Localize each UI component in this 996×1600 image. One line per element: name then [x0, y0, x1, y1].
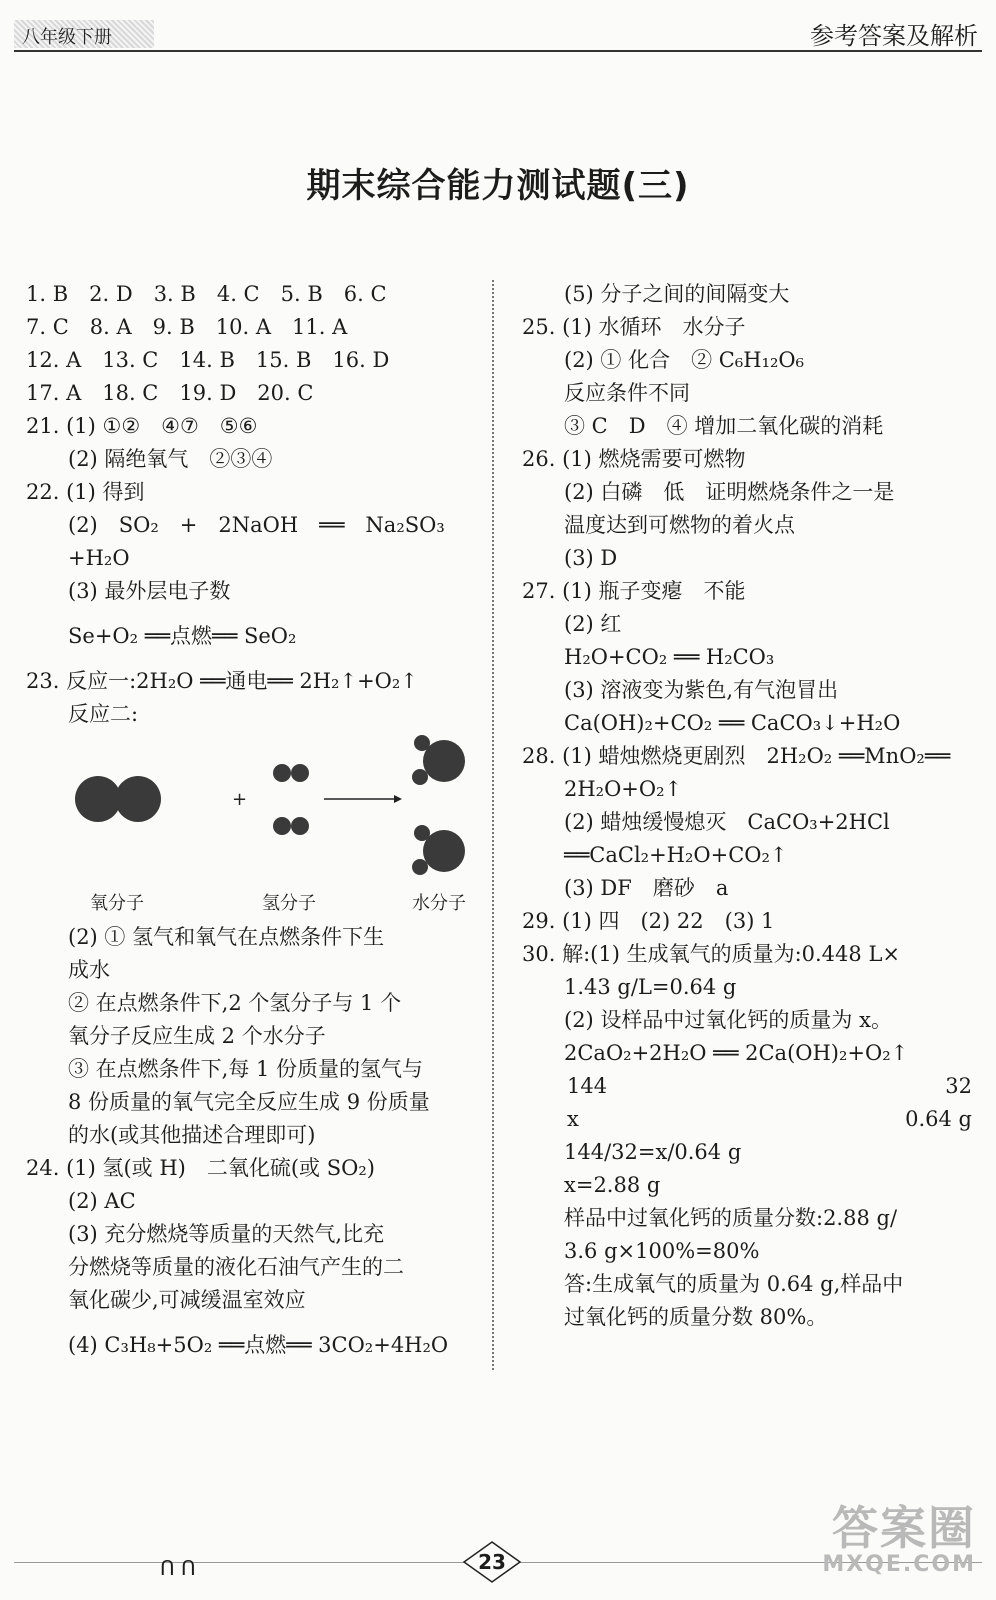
answer-line: (2) ① 氢气和氧气在点燃条件下生: [26, 925, 385, 949]
ratio-left: x: [567, 1107, 579, 1131]
answer-line: 温度达到可燃物的着火点: [522, 513, 795, 537]
equation-line: 2CaO₂+2H₂O ══ 2Ca(OH)₂+O₂↑: [522, 1041, 909, 1065]
answer-line: 成水: [26, 958, 110, 982]
answer-line: 7. C 8. A 9. B 10. A 11. A: [26, 315, 348, 339]
answer-line: 反应条件不同: [522, 381, 690, 405]
right-column: [522, 278, 972, 1334]
equation-line: ══CaCl₂+H₂O+CO₂↑: [522, 843, 788, 867]
answer-line: 1.43 g/L=0.64 g: [522, 975, 737, 999]
answer-line: ③ 在点燃条件下,每 1 份质量的氢气与: [26, 1057, 424, 1081]
answer-line: 反应二:: [26, 702, 139, 726]
hydrogen-atom: [291, 764, 309, 782]
grade-label-box: [14, 20, 154, 48]
oxygen-molecule-label: 氧分子: [90, 893, 144, 914]
plus-sign: +: [232, 789, 248, 810]
column-divider: [492, 280, 494, 1370]
answer-line: 29. (1) 四 (2) 22 (3) 1: [522, 909, 775, 933]
page-number-text: 23: [478, 1550, 506, 1574]
answer-line: 17. A 18. C 19. D 20. C: [26, 381, 314, 405]
hydrogen-atom: [273, 817, 291, 835]
answer-line: ② 在点燃条件下,2 个氢分子与 1 个: [26, 991, 402, 1015]
hydrogen-molecule-label: 氢分子: [262, 893, 316, 914]
hydrogen-atom: [412, 859, 428, 875]
page-title: 期末综合能力测试题(三): [306, 166, 690, 206]
watermark-url: MXQE.COM: [822, 1552, 976, 1577]
water-molecule-label: 水分子: [412, 893, 466, 914]
answer-line: 26. (1) 燃烧需要可燃物: [522, 447, 746, 471]
answer-line: (2) 隔绝氧气 ②③④: [26, 447, 273, 471]
answer-line: 8 份质量的氧气完全反应生成 9 份质量: [26, 1090, 430, 1114]
answer-line: (3) 充分燃烧等质量的天然气,比充: [26, 1222, 385, 1246]
arrow-head: [394, 795, 402, 803]
ratio-row: [522, 1070, 972, 1103]
answer-line: 24. (1) 氢(或 H) 二氧化硫(或 SO₂): [26, 1156, 375, 1180]
hydrogen-atom: [414, 735, 430, 751]
answer-line: +H₂O: [26, 546, 130, 570]
answer-line: (3) 最外层电子数: [26, 579, 231, 603]
answer-line: 过氧化钙的质量分数 80%。: [522, 1305, 828, 1329]
equation-line: H₂O+CO₂ ══ H₂CO₃: [522, 645, 775, 669]
oxygen-atom: [115, 776, 161, 822]
answer-line: (3) 溶液变为紫色,有气泡冒出: [522, 678, 839, 702]
header-rule: [14, 50, 982, 52]
equation-line: 2H₂O+O₂↑: [522, 777, 683, 801]
page-number: [462, 1540, 522, 1584]
answer-line: 的水(或其他描述合理即可): [26, 1123, 316, 1147]
answer-line: (2) 红: [522, 612, 622, 636]
oxygen-atom: [423, 740, 465, 782]
answer-line: (2) ① 化合 ② C₆H₁₂O₆: [522, 348, 805, 372]
grade-label: 八年级下册: [22, 27, 112, 48]
hydrogen-atom: [412, 769, 428, 785]
answer-line: 答:生成氧气的质量为 0.64 g,样品中: [522, 1272, 904, 1296]
answer-line: 3.6 g×100%=80%: [522, 1239, 760, 1263]
equation-line: 28. (1) 蜡烛燃烧更剧烈 2H₂O₂ ══MnO₂══: [522, 744, 951, 768]
answer-line: (2) SO₂ + 2NaOH ══ Na₂SO₃: [26, 513, 445, 537]
equation-line: Se+O₂ ══点燃══ SeO₂: [26, 624, 297, 648]
answer-line: 144/32=x/0.64 g: [522, 1140, 742, 1164]
answer-line: ③ C D ④ 增加二氧化碳的消耗: [522, 414, 884, 438]
hydrogen-atom: [414, 825, 430, 841]
answer-line: (2) AC: [26, 1189, 136, 1213]
answer-line: 样品中过氧化钙的质量分数:2.88 g/: [522, 1206, 898, 1230]
answer-line: (2) 设样品中过氧化钙的质量为 x。: [522, 1008, 892, 1032]
answer-line: 27. (1) 瓶子变瘪 不能: [522, 579, 746, 603]
equation-line: 23. 反应一:2H₂O ══通电══ 2H₂↑+O₂↑: [26, 669, 418, 693]
answer-line: 分燃烧等质量的液化石油气产生的二: [26, 1255, 404, 1279]
ratio-left: 144: [567, 1074, 608, 1098]
answer-line: (2) 白磷 低 证明燃烧条件之一是: [522, 480, 895, 504]
answer-line: 氧化碳少,可减缓温室效应: [26, 1288, 306, 1312]
answer-line: 30. 解:(1) 生成氧气的质量为:0.448 L×: [522, 942, 900, 966]
left-column: [26, 278, 476, 1362]
answer-line: (3) D: [522, 546, 618, 570]
answer-line: 1. B 2. D 3. B 4. C 5. B 6. C: [26, 282, 387, 306]
ratio-right: 0.64 g: [905, 1107, 972, 1131]
ratio-right: 32: [945, 1074, 972, 1098]
oxygen-atom: [423, 830, 465, 872]
equation-line: (2) 蜡烛缓慢熄灭 CaCO₃+2HCl: [522, 810, 890, 834]
ratio-row: [522, 1103, 972, 1136]
footer-marks: ᑎ ᑎ: [160, 1556, 196, 1580]
watermark-text: 答案圈: [832, 1501, 976, 1555]
answer-line: x=2.88 g: [522, 1173, 661, 1197]
answer-line: 25. (1) 水循环 水分子: [522, 315, 746, 339]
answer-line: 21. (1) ①② ④⑦ ⑤⑥: [26, 414, 258, 438]
section-label: 参考答案及解析: [810, 22, 978, 50]
oxygen-atom: [75, 776, 121, 822]
equation-line: Ca(OH)₂+CO₂ ══ CaCO₃↓+H₂O: [522, 711, 901, 735]
answer-line: 22. (1) 得到: [26, 480, 145, 504]
equation-line: (4) C₃H₈+5O₂ ══点燃══ 3CO₂+4H₂O: [26, 1333, 449, 1357]
watermark-logo: [822, 1492, 976, 1577]
answer-line: (5) 分子之间的间隔变大: [522, 282, 790, 306]
hydrogen-atom: [273, 764, 291, 782]
molecule-diagram: [26, 731, 476, 921]
answer-line: 氧分子反应生成 2 个水分子: [26, 1024, 326, 1048]
hydrogen-atom: [291, 817, 309, 835]
answer-line: 12. A 13. C 14. B 15. B 16. D: [26, 348, 390, 372]
answer-line: (3) DF 磨砂 a: [522, 876, 729, 900]
